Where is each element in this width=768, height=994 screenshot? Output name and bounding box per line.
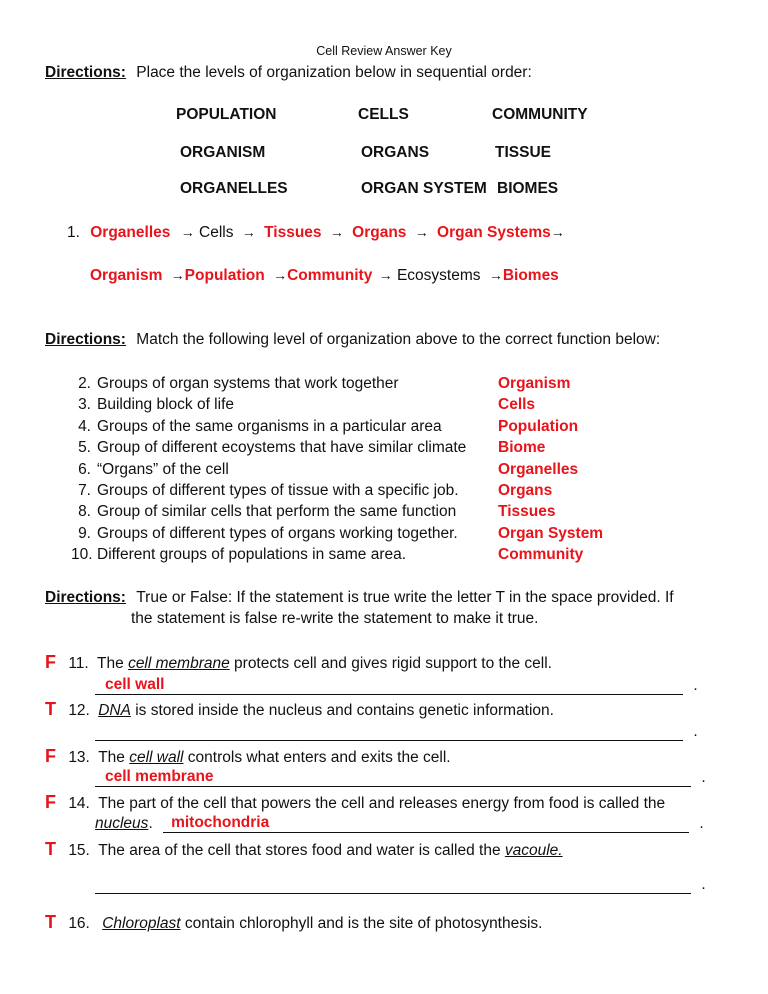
match-answer: Biome (498, 439, 546, 457)
answer-1-line1 (67, 224, 565, 242)
list-item (71, 544, 466, 565)
match-answer: Cells (498, 396, 536, 414)
arrow-icon: → (241, 224, 256, 240)
question-12 (45, 699, 554, 720)
period: . (701, 769, 706, 786)
written-answer: mitochondria (171, 814, 270, 831)
item-text: Different groups of populations in same area. (97, 546, 407, 564)
written-answer: cell membrane (105, 768, 214, 785)
item-text: Group of similar cells that perform the same function (97, 503, 457, 521)
answer-blank[interactable] (163, 814, 689, 833)
level-item: TISSUE (495, 144, 551, 161)
level-item: BIOMES (497, 180, 559, 197)
question-term: vacoule. (504, 842, 563, 859)
item-number: 5. (78, 439, 91, 457)
list-item (71, 523, 466, 544)
item-number: 10. (71, 546, 93, 564)
list-item (71, 394, 466, 415)
answer-line-13 (95, 768, 706, 787)
question-text: is stored inside the nucleus and contains genetic information. (135, 702, 554, 719)
list-item (71, 437, 466, 458)
arrow-icon: → (378, 267, 393, 283)
question-number: 16. (68, 915, 90, 932)
match-answer: Organelles (498, 460, 579, 478)
item-text: Groups of different types of tissue with a specific job. (97, 482, 459, 500)
answer-term: Biomes (502, 267, 559, 284)
item-number: 3. (78, 396, 91, 414)
question-text: The (98, 749, 125, 766)
question-term: DNA (98, 702, 131, 719)
question-text: protects cell and gives rigid support to the cell. (234, 655, 552, 672)
answer-mark: T (45, 839, 56, 859)
question-text: The part of the cell that powers the cell and releases energy from food is called the (98, 795, 666, 812)
directions-label: Directions: (45, 64, 126, 81)
question-11 (45, 652, 552, 673)
answer-term: Cells (199, 224, 234, 241)
answer-mark: T (45, 912, 56, 932)
answer-number: 1. (67, 224, 80, 241)
level-item: CELLS (358, 106, 409, 123)
period: . (693, 723, 698, 740)
question-13 (45, 746, 451, 767)
answer-term: Organ Systems (437, 224, 551, 241)
item-number: 8. (78, 503, 91, 521)
arrow-icon: → (488, 267, 503, 283)
question-text: The area of the cell that stores food and water is called the (98, 842, 501, 859)
directions-1 (45, 64, 532, 82)
directions-label: Directions: (45, 331, 126, 348)
match-answer: Organ System (498, 524, 604, 542)
answer-blank[interactable] (95, 875, 691, 894)
item-number: 2. (78, 375, 91, 392)
period: . (699, 815, 704, 832)
match-list (71, 373, 466, 566)
answer-mark: F (45, 792, 56, 812)
answer-line-12 (95, 722, 698, 741)
arrow-icon: → (414, 224, 429, 240)
arrow-icon: → (170, 267, 185, 283)
directions-label: Directions: (45, 589, 126, 606)
level-item: ORGANISM (180, 144, 266, 161)
level-item: ORGANS (361, 144, 430, 161)
page-title: Cell Review Answer Key (316, 44, 452, 58)
written-answer: cell wall (105, 676, 165, 693)
list-item (71, 373, 466, 394)
match-answer: Population (498, 417, 579, 435)
answer-line-11 (95, 676, 698, 695)
period: . (701, 876, 706, 893)
question-text: controls what enters and exits the cell. (187, 749, 451, 766)
item-text: Building block of life (97, 396, 234, 414)
item-number: 4. (78, 417, 91, 435)
period: . (693, 677, 698, 694)
match-answer: Tissues (498, 503, 556, 521)
question-number: 12. (68, 702, 90, 719)
directions-text: Match the following level of organization above to the correct function below: (136, 331, 661, 348)
answer-blank[interactable] (95, 768, 691, 787)
match-answer: Organism (498, 375, 571, 392)
answer-line-15 (95, 875, 706, 894)
directions-text: Place the levels of organization below in sequential order: (136, 64, 532, 81)
directions-2 (45, 331, 660, 349)
question-14 (45, 792, 665, 813)
question-text: contain chlorophyll and is the site of photosynthesis. (184, 915, 543, 932)
answer-term: Organism (90, 267, 163, 284)
item-text: Groups of the same organisms in a particular area (97, 417, 442, 435)
question-term: cell membrane (128, 655, 230, 672)
period: . (148, 815, 153, 832)
match-answers (498, 373, 603, 566)
item-number: 6. (78, 460, 91, 478)
list-item (71, 416, 466, 437)
level-item: ORGANELLES (180, 180, 288, 197)
item-text: Groups of organ systems that work together (97, 375, 399, 392)
directions-3-cont: the statement is false re-write the statement to make it true. (131, 610, 539, 627)
answer-term: Community (287, 267, 373, 284)
item-text: Group of different ecoystems that have similar climate (97, 439, 467, 457)
answer-mark: F (45, 746, 56, 766)
item-number: 9. (78, 524, 91, 542)
level-item: ORGAN SYSTEM (361, 180, 487, 197)
level-item: COMMUNITY (492, 106, 588, 123)
answer-blank[interactable] (95, 676, 683, 695)
match-answer: Community (498, 546, 584, 564)
question-number: 15. (68, 842, 90, 859)
answer-blank[interactable] (95, 722, 683, 741)
directions-text: True or False: If the statement is true write the letter T in the space provided. If (136, 589, 674, 606)
match-answer: Organs (498, 482, 553, 500)
list-item (71, 501, 466, 522)
answer-term: Organs (352, 224, 407, 241)
question-term: Chloroplast (102, 915, 181, 932)
answer-term: Organelles (90, 224, 171, 241)
answer-term: Tissues (264, 224, 322, 241)
arrow-icon: → (550, 224, 565, 240)
question-text: The (97, 655, 124, 672)
item-text: Groups of different types of organs working together. (97, 524, 458, 542)
answer-term: Population (184, 267, 265, 284)
list-item (71, 459, 466, 480)
question-number: 13. (68, 749, 90, 766)
item-number: 7. (78, 482, 91, 500)
arrow-icon: → (180, 224, 195, 240)
question-15 (45, 839, 563, 860)
question-term: cell wall (129, 749, 184, 766)
question-term: nucleus (95, 815, 149, 832)
answer-term: Ecosystems (396, 267, 481, 284)
answer-line-14 (95, 814, 704, 833)
arrow-icon: → (273, 267, 288, 283)
item-text: “Organs” of the cell (97, 460, 229, 478)
question-16 (45, 912, 542, 933)
level-item: POPULATION (176, 106, 277, 123)
answer-1-line2 (90, 267, 559, 285)
question-number: 11. (68, 655, 89, 672)
answer-mark: T (45, 699, 56, 719)
arrow-icon: → (329, 224, 344, 240)
answer-mark: F (45, 652, 56, 672)
question-number: 14. (68, 795, 90, 812)
list-item (71, 480, 466, 501)
directions-3 (45, 589, 674, 607)
